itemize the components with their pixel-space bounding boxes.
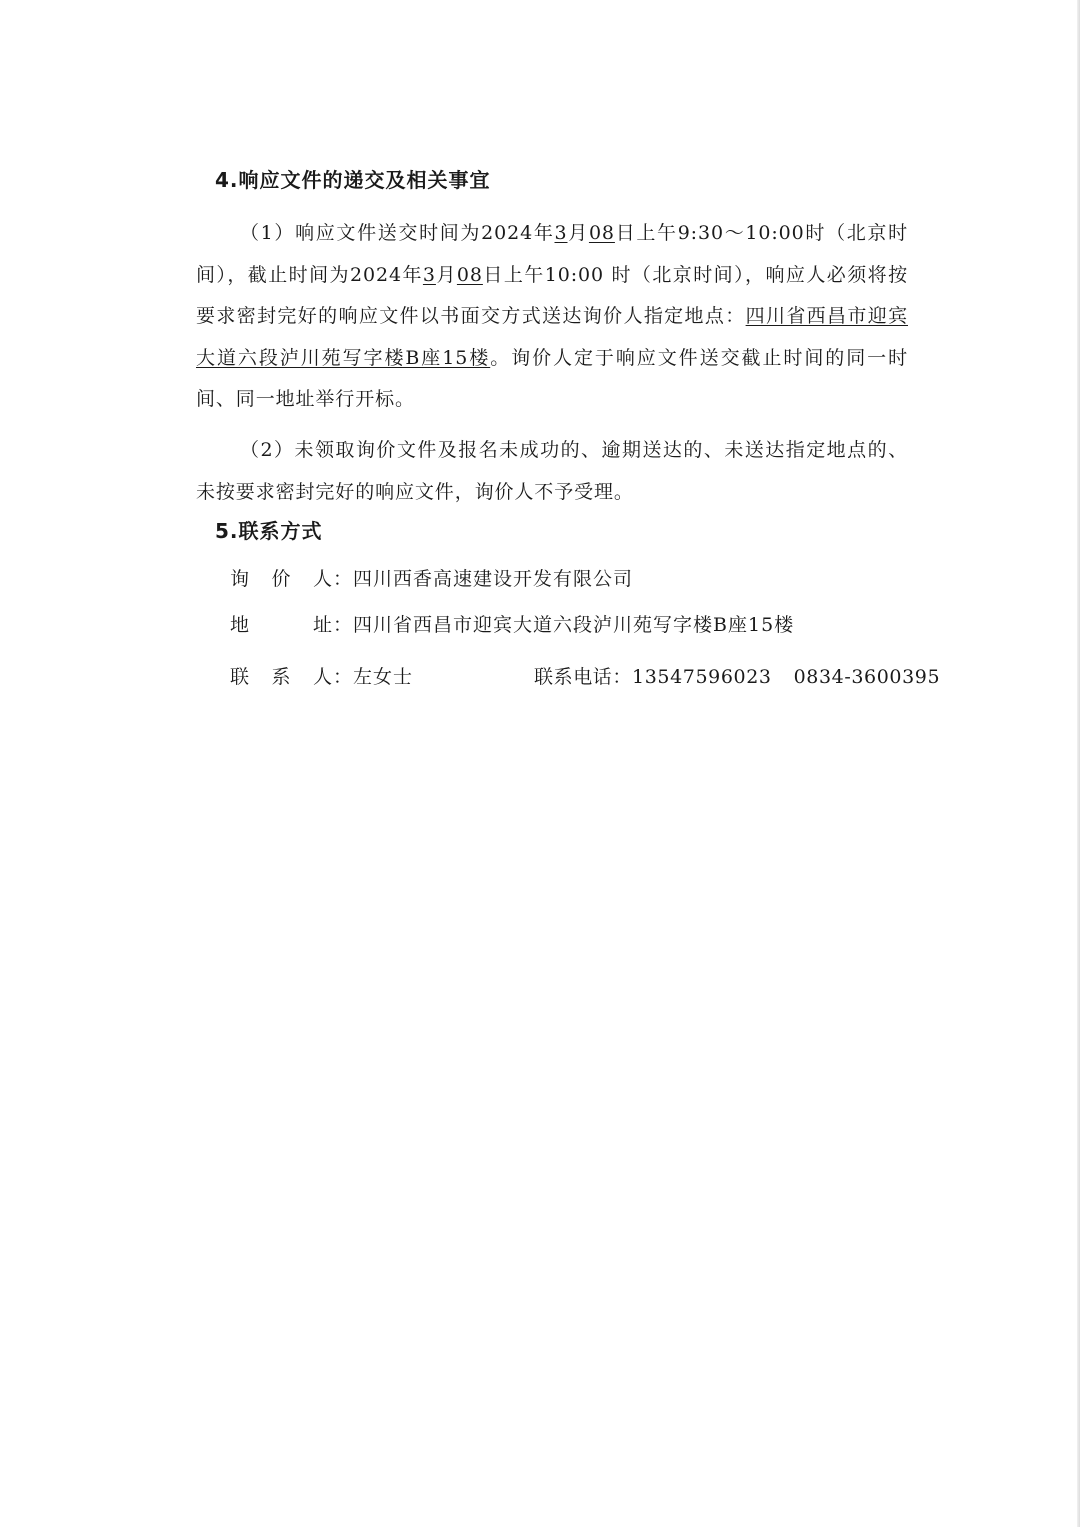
inquirer-label: 询价人	[230, 568, 333, 590]
address-value: 四川省西昌市迎宾大道六段泸川苑写字楼B座15楼	[353, 614, 795, 636]
address-colon: ：	[333, 614, 354, 636]
phone-mobile: 13547596023	[632, 666, 772, 688]
phone-landline: 0834-3600395	[793, 666, 941, 688]
para1-text-1: （1）响应文件送交时间为2024年	[240, 222, 555, 244]
contact-person-value: 左女士	[353, 666, 414, 688]
para1-text-2: 月	[567, 222, 589, 244]
submission-month: 3	[554, 222, 568, 244]
para1-text-6: 。询价人定于响应文件送交截止时间的同一时间、同一地址举行开标。	[196, 346, 908, 411]
para1-text-5: 日上午10:00 时（北京时间），响应人必须将按要求密封完好的响应文件以书面交方式送达询价人指定地点：	[196, 263, 908, 328]
phone-row	[534, 664, 940, 690]
para1-text-4: 月	[435, 263, 457, 286]
deadline-month: 3	[422, 263, 436, 286]
para1-text-3: 日上午9:30～10:00时（北京时间），截止时间为2024年	[196, 222, 908, 286]
inquirer-value: 四川西香高速建设开发有限公司	[353, 568, 634, 590]
submission-location: 四川省西昌市迎宾大道六段泸川苑写字楼B座15楼	[196, 305, 908, 369]
rejection-paragraph: （2）未领取询价文件及报名未成功的、逾期送达的、未送达指定地点的、未按要求密封完好的响应文件，询价人不予受理。	[196, 439, 908, 503]
address-label: 地址	[230, 614, 333, 636]
phone-label: 联系电话：	[534, 666, 633, 688]
inquirer-colon: ：	[333, 568, 354, 590]
section-4-heading: 4.响应文件的递交及相关事宜	[215, 168, 491, 192]
submission-day: 08	[588, 222, 615, 244]
address-row	[230, 612, 794, 638]
deadline-day: 08	[456, 263, 483, 286]
submission-time-paragraph	[196, 213, 908, 421]
section-5-heading: 5.联系方式	[215, 519, 323, 543]
contact-person-row	[230, 664, 413, 690]
contact-person-colon: ：	[333, 666, 354, 688]
inquirer-row	[230, 566, 633, 592]
contact-person-label: 联系人	[230, 666, 333, 688]
